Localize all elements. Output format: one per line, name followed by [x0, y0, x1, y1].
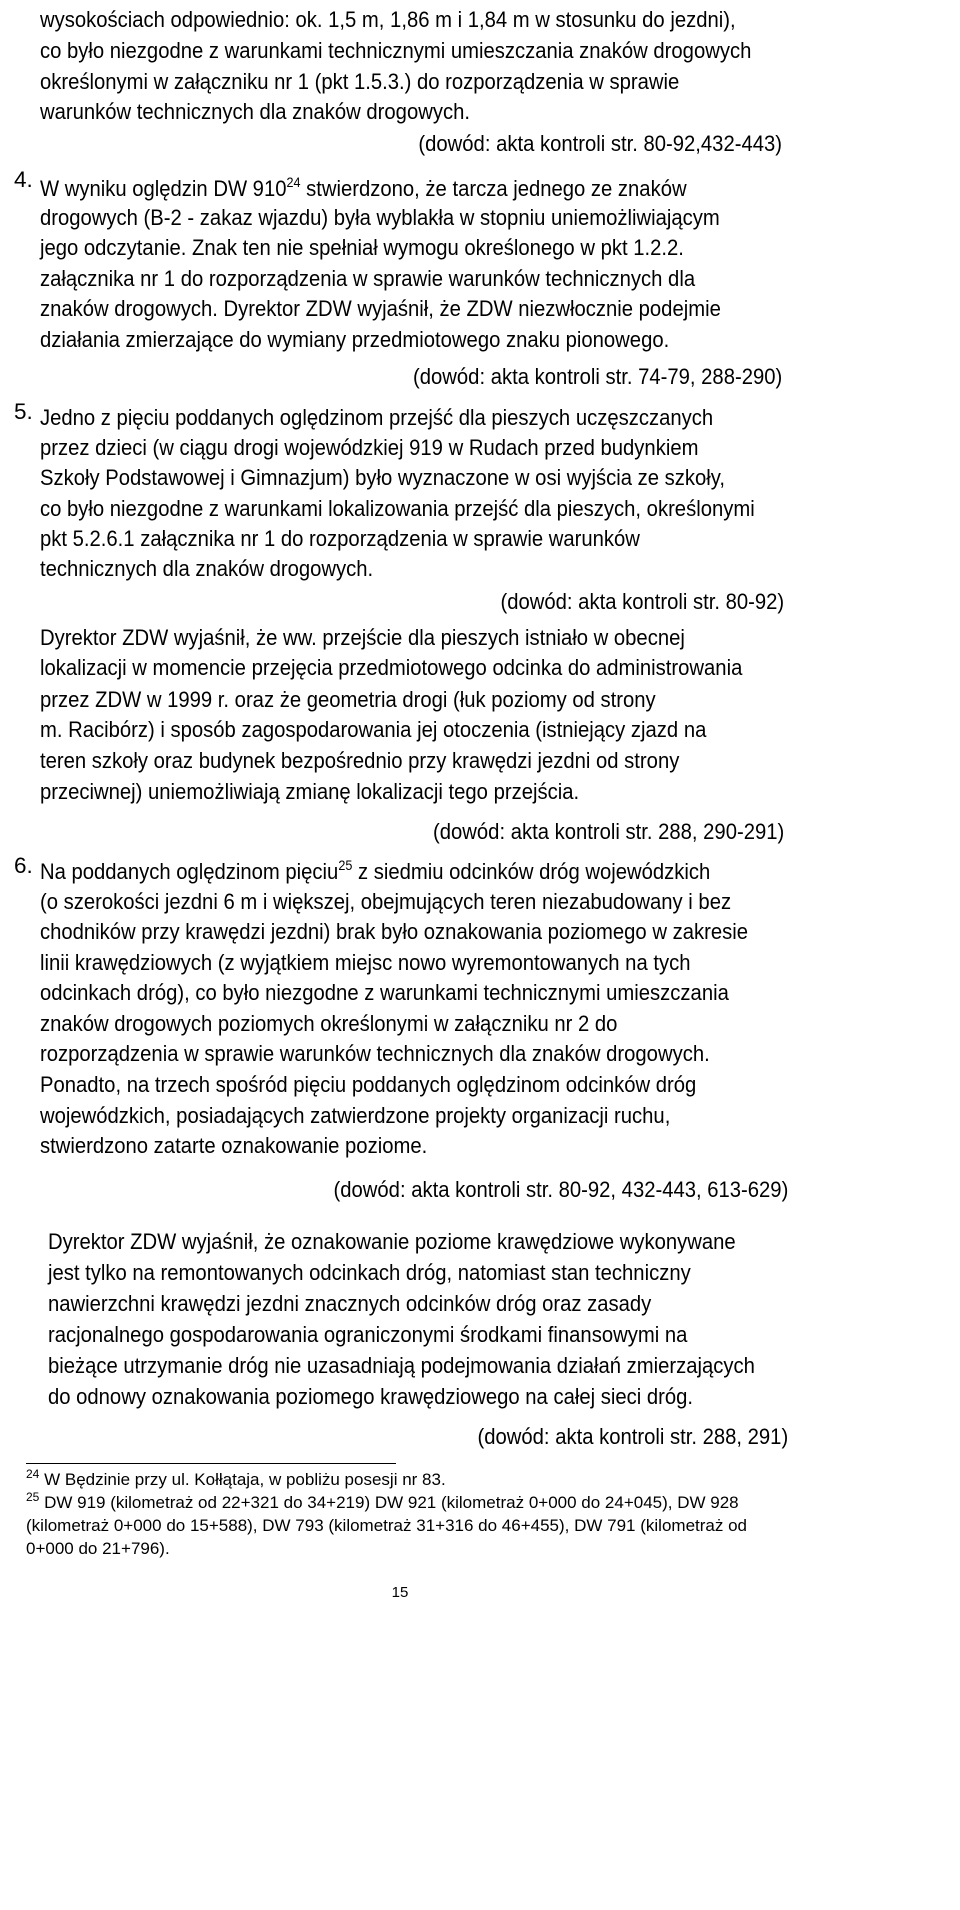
footnote: $^{25}$ DW 919 (kilometraż od 22+321 do 34+219) DW 921 (kilometraż 0+000 do 24+045), DW 928 — [26, 1490, 739, 1512]
text-line: Na poddanych oględzinom pięciu$^{25}$ z siedmiu odcinków dróg wojewódzkich — [40, 857, 711, 884]
text-line: jego odczytanie. Znak ten nie spełniał wymogu określonego w pkt 1.2.2. — [40, 235, 684, 260]
text-line: linii krawędziowych (z wyjątkiem miejsc nowo wyremontowanych na tych — [40, 950, 691, 975]
text-line: warunków technicznych dla znaków drogowych. — [40, 99, 470, 124]
text-line: wojewódzkich, posiadających zatwierdzone projekty organizacji ruchu, — [40, 1103, 671, 1128]
text-line: przeciwnej) uniemożliwiają zmianę lokalizacji tego przejścia. — [40, 779, 580, 804]
evidence-note: (dowód: akta kontroli str. 288, 290-291) — [432, 819, 784, 844]
footnote: $^{24}$ W Będzinie przy ul. Kołłątaja, w pobliżu posesji nr 83. — [26, 1467, 446, 1489]
evidence-note: (dowód: akta kontroli str. 288, 291) — [477, 1424, 788, 1449]
text-line: chodników przy krawędzi jezdni) brak było oznakowania poziomego w zakresie — [40, 919, 748, 944]
text-line: wysokościach odpowiednio: ok. 1,5 m, 1,86 m i 1,84 m w stosunku do jezdni), — [40, 7, 736, 32]
text-line: nawierzchni krawędzi jezdni znacznych odcinków dróg oraz zasady — [48, 1291, 652, 1316]
text-line: drogowych (B-2 - zakaz wjazdu) była wyblakła w stopniu uniemożliwiającym — [40, 205, 720, 230]
text-line: co było niezgodne z warunkami technicznymi umieszczania znaków drogowych — [40, 38, 752, 63]
footnote-line: (kilometraż 0+000 do 15+588), DW 793 (kilometraż 31+316 do 46+455), DW 791 (kilometraż od — [26, 1516, 747, 1535]
text-line: określonymi w załączniku nr 1 (pkt 1.5.3.) do rozporządzenia w sprawie — [40, 69, 680, 94]
text-line: działania zmierzające do wymiany przedmiotowego znaku pionowego. — [40, 327, 670, 352]
text-line: przez dzieci (w ciągu drogi wojewódzkiej 919 w Rudach przed budynkiem — [40, 435, 699, 460]
item-number: 5. — [14, 399, 33, 424]
text-line: pkt 5.2.6.1 załącznika nr 1 do rozporządzenia w sprawie warunków — [40, 526, 640, 551]
footnote-separator — [26, 1463, 396, 1464]
item-number: 6. — [14, 853, 33, 878]
page-number: 15 — [391, 1584, 409, 1601]
text-line: Dyrektor ZDW wyjaśnił, że oznakowanie poziome krawędziowe wykonywane — [48, 1229, 736, 1254]
text-line: W wyniku oględzin DW $910^{24}$ stwierdzono, że tarcza jednego ze znaków — [40, 174, 687, 201]
text-line: znaków drogowych. Dyrektor ZDW wyjaśnił, że ZDW niezwłocznie podejmie — [40, 296, 721, 321]
text-line: racjonalnego gospodarowania ograniczonymi środkami finansowymi na — [48, 1322, 688, 1347]
evidence-note: (dowód: akta kontroli str. 80-92,432-443) — [418, 131, 782, 156]
footnote-line: 0+000 do 21+796). — [26, 1539, 170, 1558]
text-line: bieżące utrzymanie dróg nie uzasadniają podejmowania działań zmierzających — [48, 1353, 755, 1378]
item-number: 4. — [14, 167, 33, 192]
text-line: załącznika nr 1 do rozporządzenia w sprawie warunków technicznych dla — [40, 266, 696, 291]
evidence-note: (dowód: akta kontroli str. 74-79, 288-290) — [412, 364, 782, 389]
text-line: co było niezgodne z warunkami lokalizowania przejść dla pieszych, określonymi — [40, 496, 755, 521]
text-line: odcinkach dróg), co było niezgodne z warunkami technicznymi umieszczania — [40, 980, 729, 1005]
text-line: rozporządzenia w sprawie warunków technicznych dla znaków drogowych. — [40, 1041, 710, 1066]
text-line: (o szerokości jezdni 6 m i większej, obejmujących teren niezabudowany i bez — [40, 889, 732, 914]
text-line: Szkoły Podstawowej i Gimnazjum) było wyznaczone w osi wyjścia ze szkoły, — [40, 465, 725, 490]
text-line: teren szkoły oraz budynek bezpośrednio przy krawędzi jezdni od strony — [40, 748, 680, 773]
footnote-ref: 24 — [286, 174, 301, 190]
text-line: jest tylko na remontowanych odcinkach dróg, natomiast stan techniczny — [48, 1260, 691, 1285]
text-line: lokalizacji w momencie przejęcia przedmiotowego odcinka do administrowania — [40, 655, 743, 680]
text-line: przez ZDW w 1999 r. oraz że geometria drogi (łuk poziomy od strony — [40, 687, 656, 712]
text-line: technicznych dla znaków drogowych. — [40, 556, 374, 581]
evidence-note: (dowód: akta kontroli str. 80-92) — [500, 589, 784, 614]
evidence-note: (dowód: akta kontroli str. 80-92, 432-443, 613-629) — [333, 1177, 788, 1202]
text-line: do odnowy oznakowania poziomego krawędziowego na całej sieci dróg. — [48, 1384, 694, 1409]
text-line: stwierdzono zatarte oznakowanie poziome. — [40, 1133, 428, 1158]
text-line: m. Racibórz) i sposób zagospodarowania jej otoczenia (istniejący zjazd na — [40, 717, 707, 742]
text-line: Jedno z pięciu poddanych oględzinom przejść dla pieszych uczęszczanych — [40, 405, 714, 430]
text-line: znaków drogowych poziomych określonymi w załączniku nr 2 do — [40, 1011, 618, 1036]
text-line: Dyrektor ZDW wyjaśnił, że ww. przejście dla pieszych istniało w obecnej — [40, 625, 685, 650]
text-line: Ponadto, na trzech spośród pięciu poddanych oględzinom odcinków dróg — [40, 1072, 697, 1097]
footnote-ref: 25 — [338, 857, 353, 873]
